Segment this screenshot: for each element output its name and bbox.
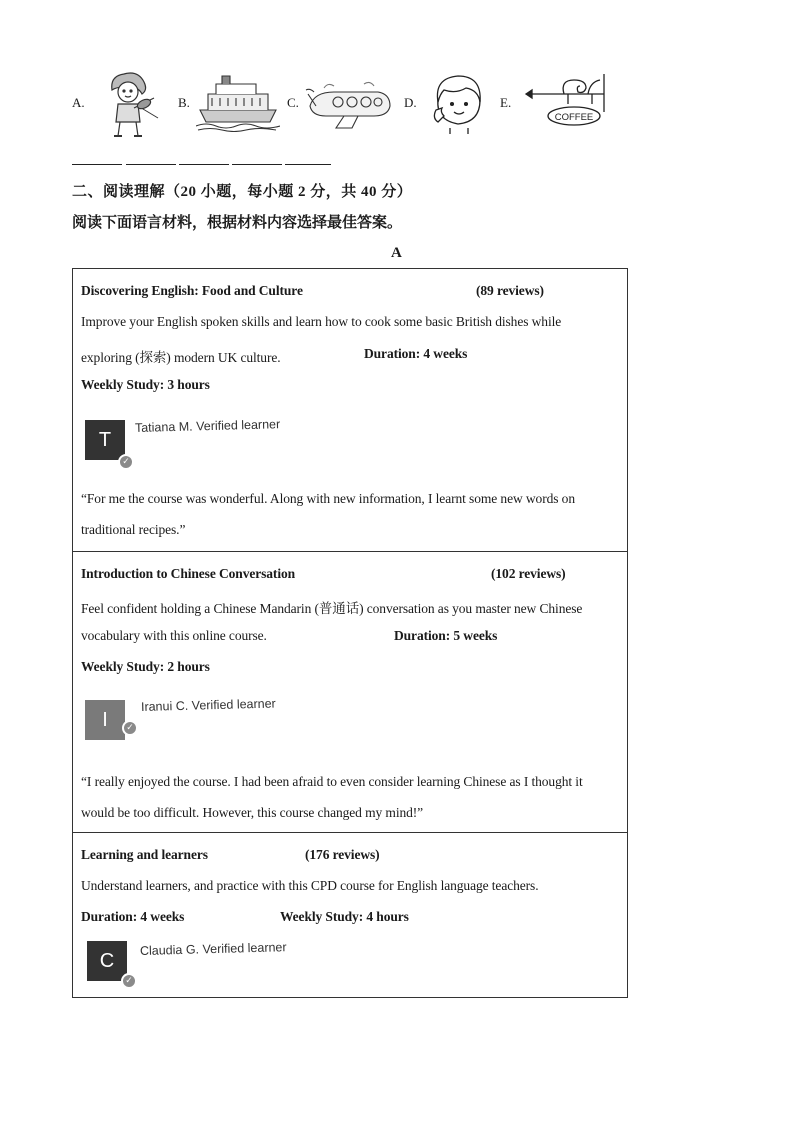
instructions: 阅读下面语言材料，根据材料内容选择最佳答案。 <box>72 215 403 231</box>
violinist-icon <box>98 68 168 140</box>
course-title: Discovering English: Food and Culture <box>81 283 303 298</box>
course-row <box>73 832 627 997</box>
course-description: Understand learners, and practice with this CPD course for English language teachers. <box>81 878 539 893</box>
course-row <box>73 551 627 832</box>
answer-blank[interactable] <box>232 164 282 165</box>
verified-check-icon: ✓ <box>122 720 138 736</box>
avatar: C <box>87 941 127 981</box>
section-title: 二、阅读理解（20 小题，每小题 2 分，共 40 分） <box>72 184 413 200</box>
course-reviews: (89 reviews) <box>476 283 544 298</box>
option-letter-e: E. <box>500 95 512 110</box>
passage-letter: A <box>391 245 402 261</box>
course-table <box>72 268 628 998</box>
answer-blank[interactable] <box>285 164 331 165</box>
course-duration: Duration: 4 weeks <box>81 909 185 924</box>
course-description: vocabulary with this online course. <box>81 628 267 643</box>
verified-check-icon: ✓ <box>121 973 137 989</box>
learner-review: would be too difficult. However, this course changed my mind!” <box>81 805 424 820</box>
option-letter-c: C. <box>287 95 299 110</box>
answer-blank[interactable] <box>126 164 176 165</box>
course-description: Improve your English spoken skills and learn how to cook some basic British dishes while <box>81 314 562 329</box>
course-duration: Duration: 4 weeks <box>364 346 468 361</box>
coffee-sign-icon <box>524 72 608 130</box>
avatar: I <box>85 700 125 740</box>
learner-review: “I really enjoyed the course. I had been afraid to even consider learning Chinese as I thought it <box>81 774 583 789</box>
course-reviews: (176 reviews) <box>305 847 380 862</box>
coffee-sign-text: COFFEE <box>554 112 594 123</box>
learner-review: traditional recipes.” <box>81 522 186 537</box>
option-letter-d: D. <box>404 95 417 110</box>
answer-blank[interactable] <box>179 164 229 165</box>
course-row <box>73 269 627 551</box>
verified-check-icon: ✓ <box>118 454 134 470</box>
learner-name: Tatiana M. Verified learner <box>134 417 281 435</box>
ship-icon <box>196 72 280 132</box>
course-weekly-study: Weekly Study: 2 hours <box>81 659 210 674</box>
option-letter-a: A. <box>72 95 85 110</box>
course-description: Feel confident holding a Chinese Mandarin (普通话) conversation as you master new Chinese <box>81 601 583 616</box>
learner-review: “For me the course was wonderful. Along with new information, I learnt some new words on <box>81 491 575 506</box>
course-title: Introduction to Chinese Conversation <box>81 566 296 581</box>
airplane-icon <box>304 80 394 132</box>
course-weekly-study: Weekly Study: 3 hours <box>81 377 210 392</box>
learner-name: Iranui C. Verified learner <box>140 696 276 714</box>
course-reviews: (102 reviews) <box>491 566 566 581</box>
course-description: exploring (探索) modern UK culture. <box>81 350 281 365</box>
phone-call-icon <box>430 72 488 136</box>
course-duration: Duration: 5 weeks <box>394 628 498 643</box>
option-letter-b: B. <box>178 95 190 110</box>
course-weekly-study: Weekly Study: 4 hours <box>280 909 409 924</box>
answer-blank[interactable] <box>72 164 122 165</box>
avatar: T <box>85 420 125 460</box>
course-title: Learning and learners <box>81 847 208 862</box>
learner-name: Claudia G. Verified learner <box>139 940 287 958</box>
